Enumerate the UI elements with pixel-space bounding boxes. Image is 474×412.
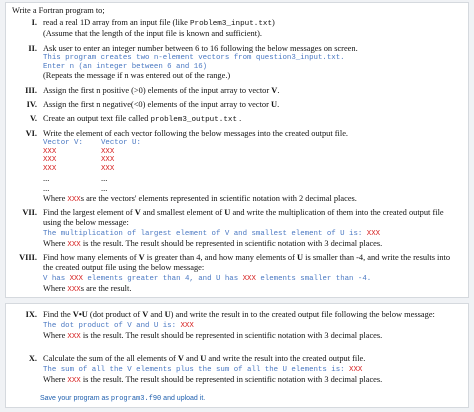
item-text: Find the largest element of bbox=[43, 208, 135, 217]
output-message: The multiplication of largest element of V and smallest element of U is: bbox=[43, 229, 367, 238]
item-subnote: (Assume that the length of the input file is known and sufficient). bbox=[43, 28, 262, 38]
dot-product-symbol: V•U bbox=[72, 310, 88, 319]
note-text: Where bbox=[43, 193, 68, 203]
item-text: Find the bbox=[43, 310, 73, 319]
vector-row bbox=[43, 156, 461, 165]
output-message: The dot product of V and U is: bbox=[43, 321, 181, 330]
item-iii bbox=[15, 86, 461, 96]
item-vi bbox=[15, 129, 461, 204]
item-text: and write the result into the created output file. bbox=[206, 354, 366, 363]
note-text: Where bbox=[43, 283, 68, 293]
vector-name: U bbox=[200, 354, 207, 363]
placeholder-xxx: XXX bbox=[67, 285, 81, 294]
vector-name: U bbox=[297, 253, 304, 262]
vector-row bbox=[43, 184, 461, 194]
item-text: Write the element of each vector following the below messages into the created output file. bbox=[43, 129, 349, 138]
item-text: and write the multiplication of them into the created output file using the below message: bbox=[43, 208, 444, 227]
vector-name: U bbox=[224, 208, 231, 217]
item-text: read a real 1D array from an input file (like bbox=[43, 18, 190, 27]
item-text: Calculate the sum of the all elements of bbox=[43, 354, 178, 363]
v-cell: ... bbox=[43, 173, 50, 183]
item-text: ) and write the result in to the created output file following the below message: bbox=[170, 310, 435, 319]
instructions-card-bottom bbox=[5, 303, 469, 408]
note-text: Where bbox=[43, 374, 68, 384]
vector-name: V bbox=[134, 208, 141, 217]
vector-row bbox=[43, 174, 461, 184]
item-text: Assign the first n positive (>0) elements of the input array to vector bbox=[43, 86, 272, 95]
u-cell: XXX bbox=[101, 156, 115, 165]
note-text: s are the vectors' elements represented in scientific notation with 2 decimal places. bbox=[80, 193, 357, 203]
note-text: is the result. The result should be represented in scientific notation with 3 decimal places. bbox=[80, 374, 383, 384]
vector-table-header bbox=[43, 139, 461, 148]
item-number: III. bbox=[25, 86, 37, 95]
item-x bbox=[15, 354, 461, 385]
column-u-header: Vector U: bbox=[101, 138, 141, 147]
u-cell: ... bbox=[101, 183, 108, 193]
program-filename: program3.f90 bbox=[110, 395, 162, 403]
vector-name: V bbox=[138, 253, 145, 262]
output-message: V has bbox=[43, 274, 70, 283]
v-cell: ... bbox=[43, 183, 50, 193]
note-text: Where bbox=[43, 238, 68, 248]
footer-text: and upload it. bbox=[161, 395, 206, 402]
u-cell: XXX bbox=[101, 147, 115, 156]
item-text: is smaller than -4, and write the results into the created output file using the below message: bbox=[43, 253, 451, 272]
placeholder-xxx: XXX bbox=[67, 376, 81, 385]
placeholder-xxx: XXX bbox=[67, 332, 81, 341]
column-v-header: Vector V: bbox=[43, 138, 83, 147]
item-text: (dot product of bbox=[87, 310, 143, 319]
item-text-end: . bbox=[237, 114, 242, 123]
item-number: II. bbox=[28, 44, 37, 53]
item-number: V. bbox=[29, 114, 37, 123]
item-text: and smallest element of bbox=[140, 208, 225, 217]
output-filename: problem3_output.txt bbox=[150, 116, 238, 124]
placeholder-xxx: XXX bbox=[67, 195, 81, 204]
item-number: IX. bbox=[25, 310, 37, 319]
item-viii bbox=[15, 253, 461, 294]
item-iv bbox=[15, 100, 461, 110]
intro-text: Write a Fortran program to; bbox=[12, 6, 105, 15]
note-text: is the result. The result should be represented in scientific notation with 3 decimal places. bbox=[80, 330, 383, 340]
note-text: Where bbox=[43, 330, 68, 340]
placeholder-xxx: XXX bbox=[180, 321, 194, 330]
vector-name: V bbox=[271, 86, 278, 95]
vector-name: V bbox=[177, 354, 184, 363]
item-number: VI. bbox=[25, 129, 37, 138]
item-text: and bbox=[183, 354, 201, 363]
screen-message-2: Enter n (an integer between 6 and 16) bbox=[43, 62, 208, 71]
item-ix bbox=[15, 310, 461, 341]
output-message: The sum of all the V elements plus the sum of all the U elements is: bbox=[43, 365, 350, 374]
item-number: VII. bbox=[22, 208, 37, 217]
u-cell: XXX bbox=[101, 165, 115, 174]
input-filename: Problem3_input.txt bbox=[189, 20, 272, 28]
item-number: IV. bbox=[26, 100, 37, 109]
submission-note bbox=[40, 395, 205, 403]
item-number: I. bbox=[31, 18, 37, 27]
placeholder-xxx: XXX bbox=[242, 274, 256, 283]
screen-message-1: This program creates two n-element vectors from question3_input.txt. bbox=[43, 53, 345, 62]
item-text-end: . bbox=[277, 86, 280, 95]
item-text: Ask user to enter an integer number between 6 to 16 following the below messages on screen. bbox=[43, 44, 358, 53]
note-text: is the result. The result should be represented in scientific notation with 3 decimal places. bbox=[80, 238, 383, 248]
item-number: X. bbox=[28, 354, 37, 363]
item-i bbox=[15, 18, 461, 39]
item-text: Find how many elements of bbox=[43, 253, 139, 262]
item-v bbox=[15, 114, 461, 125]
placeholder-xxx: XXX bbox=[366, 229, 381, 238]
item-subnote: (Repeats the message if n was entered out of the range.) bbox=[43, 71, 231, 81]
item-vii bbox=[15, 208, 461, 249]
item-text: Create an output text file called bbox=[43, 114, 151, 123]
vector-row bbox=[43, 148, 461, 157]
item-text: Assign the first n negative(<0) elements of the input array to vector bbox=[43, 100, 271, 109]
instructions-card-top bbox=[5, 2, 469, 298]
vector-row bbox=[43, 165, 461, 174]
footer-text: Save your program as bbox=[40, 395, 111, 402]
item-text: and bbox=[148, 310, 165, 319]
u-cell: ... bbox=[101, 173, 108, 183]
item-number: VIII. bbox=[19, 253, 37, 262]
item-subnote bbox=[43, 194, 461, 205]
vector-name: V bbox=[142, 310, 149, 319]
item-text: is greater than 4, and how many elements of bbox=[144, 253, 298, 262]
item-ii bbox=[15, 44, 461, 81]
v-cell: XXX bbox=[43, 156, 57, 165]
v-cell: XXX bbox=[43, 147, 57, 156]
placeholder-xxx: XXX bbox=[67, 240, 81, 249]
output-message: elements smaller than -4. bbox=[255, 274, 372, 283]
placeholder-xxx: XXX bbox=[69, 274, 83, 283]
vector-name: U bbox=[164, 310, 171, 319]
item-text-end: . bbox=[277, 100, 280, 109]
item-text-end: ) bbox=[272, 18, 275, 27]
output-message: elements greater than 4, and U has bbox=[82, 274, 243, 283]
v-cell: XXX bbox=[43, 165, 57, 174]
vector-name: U bbox=[271, 100, 278, 109]
placeholder-xxx: XXX bbox=[349, 365, 363, 374]
note-text: s are the result. bbox=[80, 283, 132, 293]
